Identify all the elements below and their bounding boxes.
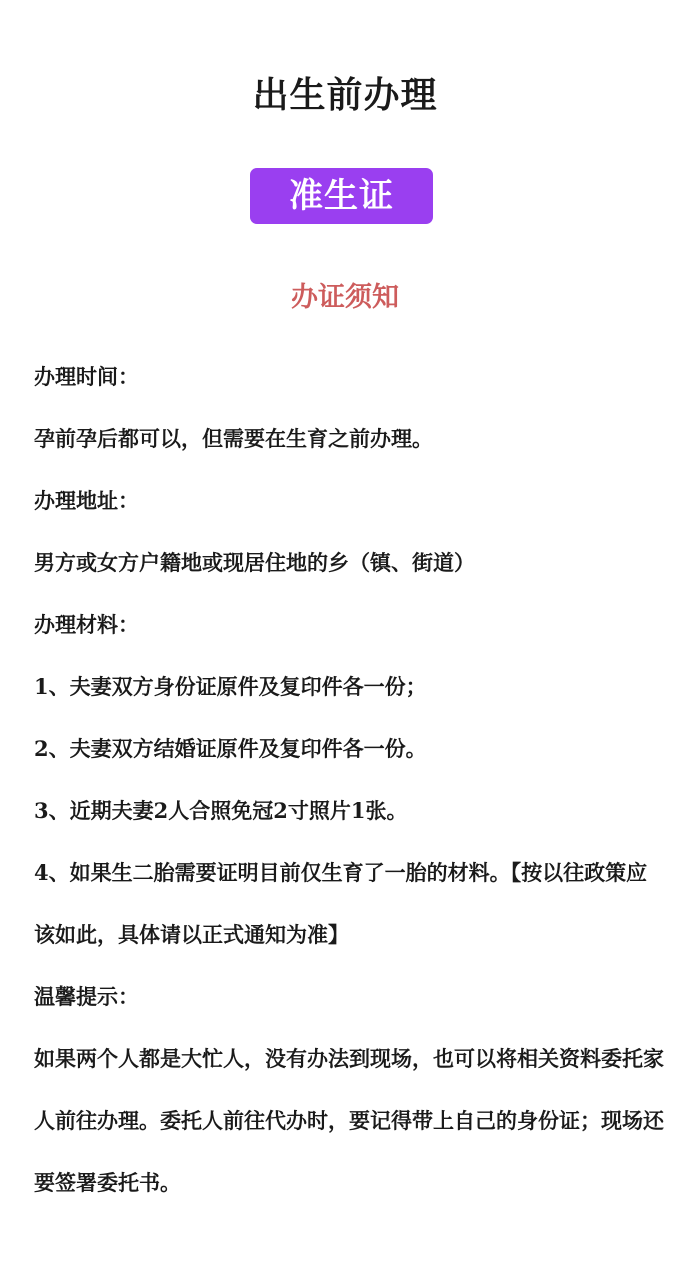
tips-text: 如果两个人都是大忙人，没有办法到现场，也可以将相关资料委托家人前往办理。委托人前往代办时，要记得带上自己的身份证；现场还要签署委托书。 <box>34 1046 664 1195</box>
page-title: 出生前办理 <box>252 74 438 116</box>
material-item: 1、夫妻双方身份证原件及复印件各一份； <box>34 674 427 699</box>
section-title: 办证须知 <box>291 282 399 313</box>
time-text: 孕前孕后都可以，但需要在生育之前办理。 <box>34 426 433 451</box>
material-item: 4、如果生二胎需要证明目前仅生育了一胎的材料。【按以往政策应该如此，具体请以正式通知为准】 <box>34 860 648 947</box>
material-item: 3、近期夫妻2人合照免冠2寸照片1张。 <box>34 798 408 823</box>
address-text: 男方或女方户籍地或现居住地的乡（镇、街道） <box>34 550 475 575</box>
tips-heading: 温馨提示： <box>34 984 139 1009</box>
permit-badge: 准生证 <box>250 168 433 224</box>
notice-content <box>34 346 664 1214</box>
time-heading: 办理时间： <box>34 364 139 389</box>
material-item: 2、夫妻双方结婚证原件及复印件各一份。 <box>34 736 427 761</box>
materials-heading: 办理材料： <box>34 612 139 637</box>
address-heading: 办理地址： <box>34 488 139 513</box>
